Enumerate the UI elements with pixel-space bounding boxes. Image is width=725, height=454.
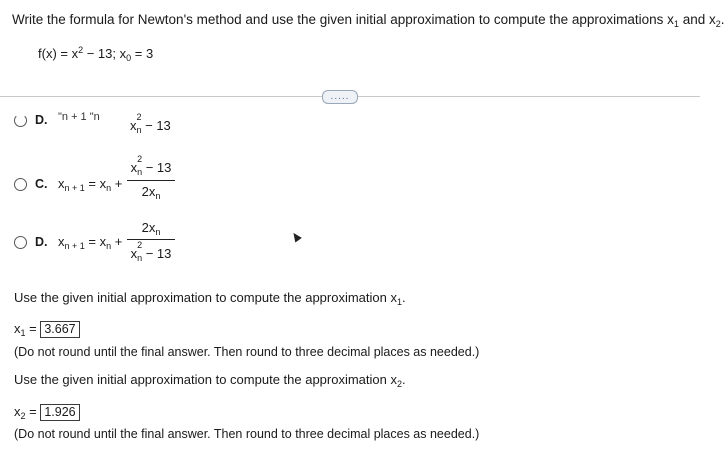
part1-answer-row: $x_1 = 3.667$: [14, 321, 80, 338]
option-d-label: D.: [35, 235, 48, 249]
mouse-cursor-icon: [290, 231, 302, 243]
option-b-radio[interactable]: [14, 114, 27, 127]
given-function: $f(x) = x^2 - 13$; $x_0 = 3$: [38, 45, 154, 63]
option-d-radio[interactable]: [14, 236, 27, 249]
question-prompt: Write the formula for Newton's method and use the given initial approximation to compute the approximations $x_1$ and $x_2$.: [12, 12, 725, 29]
option-c-label: C.: [35, 177, 48, 191]
option-b-lhs: "n + 1 "n: [58, 111, 100, 123]
x1-answer-field[interactable]: 3.667: [40, 321, 79, 338]
option-c-fraction-bar: [127, 180, 175, 181]
option-c-radio[interactable]: [14, 178, 27, 191]
option-d-lhs: $x_{n + 1} = x_n$ +: [58, 234, 123, 251]
option-d-denominator: x 2 $_n$ − 13: [130, 240, 172, 263]
option-c-denominator: $2x_n$: [141, 184, 161, 201]
option-c-numerator: x 2 $_n$ − 13: [130, 154, 172, 177]
option-d-fraction-bar: [127, 239, 175, 240]
part2-note: (Do not round until the final answer. Then round to three decimal places as needed.): [14, 427, 480, 441]
option-d-numerator: $2x_n$: [141, 220, 161, 237]
part1-instruction: Use the given initial approximation to compute the approximation $x_1$.: [14, 290, 406, 307]
option-b-label: D.: [35, 113, 48, 127]
part1-note: (Do not round until the final answer. Then round to three decimal places as needed.): [14, 345, 480, 359]
show-more-button[interactable]: .....: [322, 90, 358, 104]
part2-instruction: Use the given initial approximation to compute the approximation $x_2$.: [14, 372, 406, 389]
option-c-lhs: $x_{n + 1} = x_n$ +: [58, 176, 123, 193]
option-b-numerator: x 2 $_n$ − 13: [130, 112, 171, 135]
x2-answer-field[interactable]: 1.926: [40, 404, 79, 421]
part2-answer-row: $x_2 = 1.926$: [14, 404, 80, 421]
